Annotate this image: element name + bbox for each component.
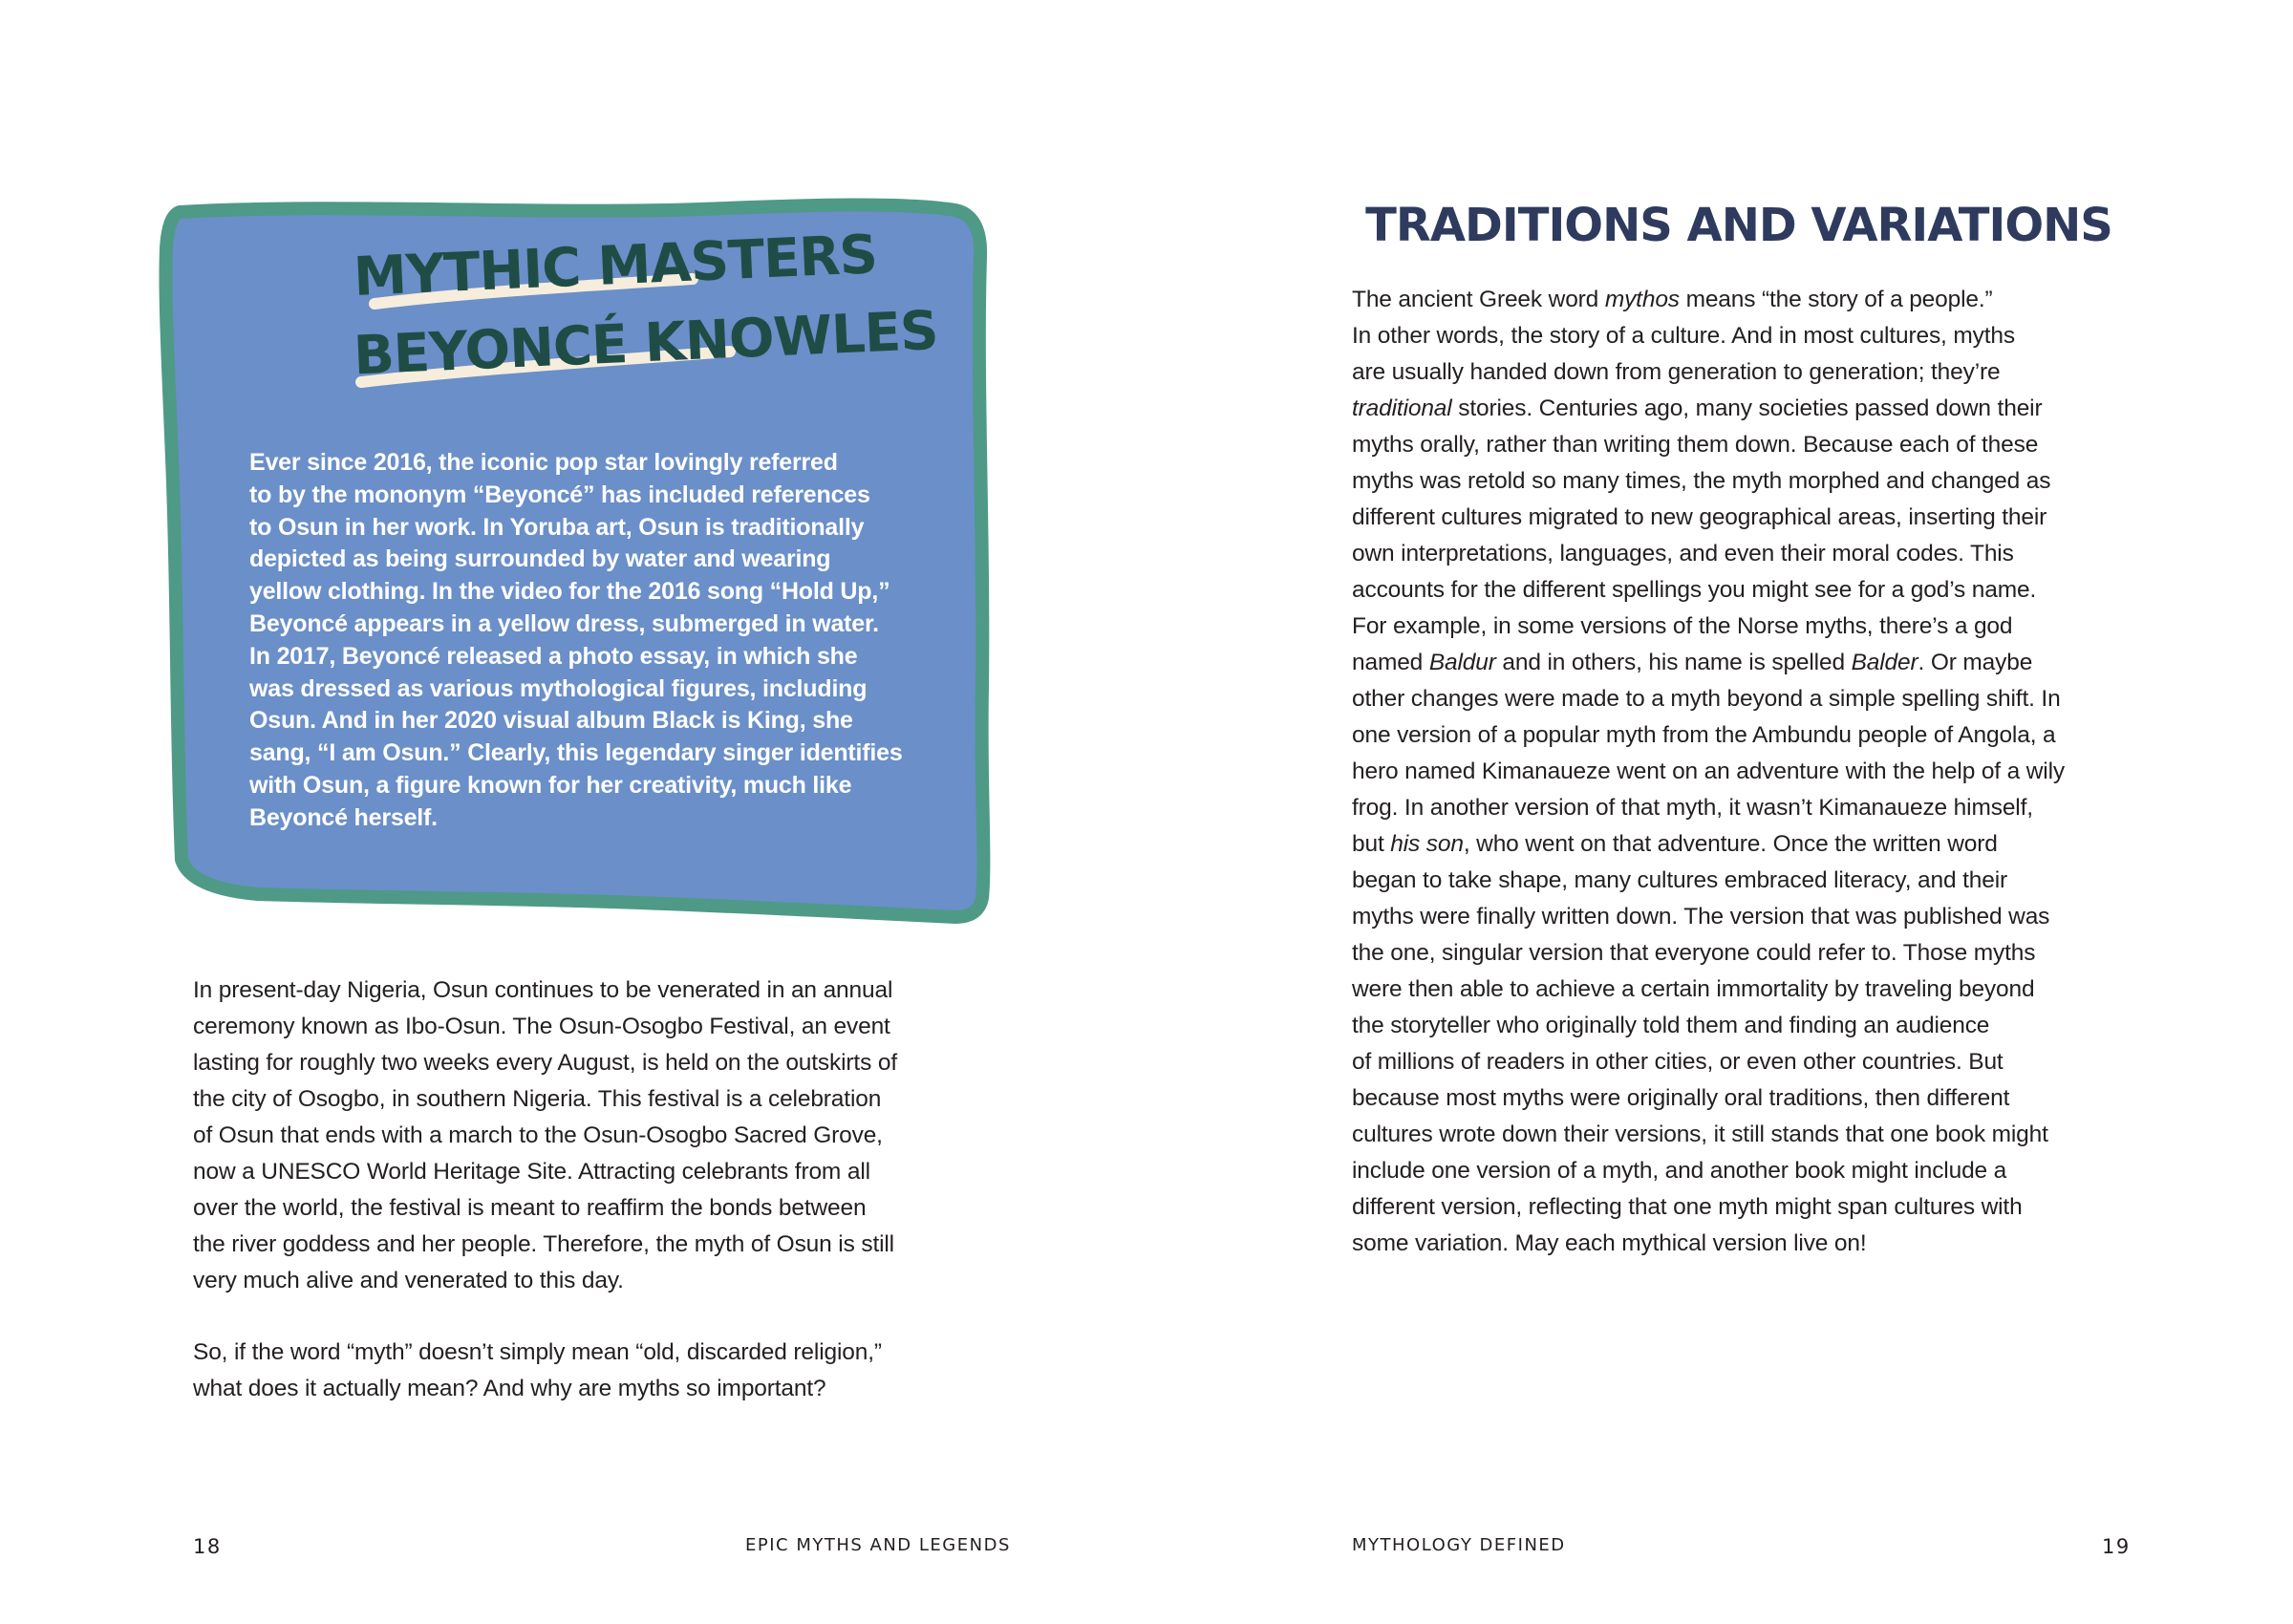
paragraph-line: now a UNESCO World Heritage Site. Attracting celebrants from all	[193, 1159, 870, 1185]
paragraph-line: the city of Osogbo, in southern Nigeria. This festival is a celebration	[193, 1086, 882, 1112]
sidebar-line: Osun. And in her 2020 visual album Black is King, she	[249, 707, 853, 735]
paragraph-line: because most myths were originally oral traditions, then different	[1352, 1085, 2010, 1111]
text-run: stories. Centuries ago, many societies passed down their	[1451, 395, 2043, 421]
paragraph-line	[1352, 391, 2135, 427]
sidebar-line: In 2017, Beyoncé released a photo essay, in which she	[249, 642, 858, 670]
paragraph-line: hero named Kimanaueze went on an adventure with the help of a wily	[1352, 759, 2065, 784]
paragraph-line	[1352, 826, 2135, 863]
paragraph-line: myths were finally written down. The version that was published was	[1352, 904, 2050, 930]
paragraph-line: were then able to achieve a certain immortality by traveling beyond	[1352, 976, 2035, 1002]
text-run: , who went on that adventure. Once the written word	[1463, 831, 1998, 857]
paragraph-line: lasting for roughly two weeks every August, is held on the outskirts of	[193, 1050, 897, 1076]
paragraph-line: of Osun that ends with a march to the Osun-Osogbo Sacred Grove,	[193, 1122, 883, 1148]
paragraph-line: one version of a popular myth from the Ambundu people of Angola, a	[1352, 722, 2056, 748]
paragraph-line	[1352, 645, 2135, 681]
paragraph-line: other changes were made to a myth beyond a simple spelling shift. In	[1352, 686, 2061, 712]
paragraph-line: frog. In another version of that myth, it wasn’t Kimanaueze himself,	[1352, 795, 2033, 821]
text-run: . Or maybe	[1918, 650, 2033, 675]
paragraph-line: In other words, the story of a culture. And in most cultures, myths	[1352, 323, 2015, 349]
sidebar-line: to Osun in her work. In Yoruba art, Osun is traditionally	[249, 513, 865, 541]
italic-term: Baldur	[1428, 650, 1496, 675]
sidebar-line: to by the mononym “Beyoncé” has included references	[249, 481, 870, 508]
sidebar-body-text	[249, 447, 918, 835]
sidebar-title-line1: MYTHIC MASTERS	[352, 224, 879, 310]
sidebar-line: yellow clothing. In the video for the 2016 song “Hold Up,”	[249, 578, 890, 606]
running-head-left: EPIC MYTHS AND LEGENDS	[745, 1535, 1011, 1555]
traditions-paragraph	[1352, 282, 2135, 1262]
paragraph-line: For example, in some versions of the Norse myths, there’s a god	[1352, 613, 2013, 639]
paragraph-line: In present-day Nigeria, Osun continues to be venerated in an annual	[193, 977, 893, 1003]
sidebar-line: Ever since 2016, the iconic pop star lovingly referred	[249, 449, 838, 476]
paragraph-line: So, if the word “myth” doesn’t simply mean “old, discarded religion,”	[193, 1339, 882, 1365]
italic-term: Balder	[1851, 650, 1918, 675]
text-run: means “the story of a people.”	[1679, 287, 1993, 312]
paragraph-line: cultures wrote down their versions, it still stands that one book might	[1352, 1122, 2048, 1147]
paragraph-line: of millions of readers in other cities, or even other countries. But	[1352, 1049, 2004, 1075]
italic-term: mythos	[1604, 287, 1680, 312]
paragraph-line: the one, singular version that everyone could refer to. Those myths	[1352, 940, 2036, 966]
text-run: named	[1352, 650, 1429, 675]
paragraph-line: own interpretations, languages, and even their moral codes. This	[1352, 541, 2014, 566]
paragraph-line: the storyteller who originally told them and finding an audience	[1352, 1013, 1990, 1038]
text-run: but	[1352, 831, 1391, 857]
italic-term: traditional	[1352, 395, 1452, 421]
paragraph-line: the river goddess and her people. Therefore, the myth of Osun is still	[193, 1231, 894, 1257]
running-head-right: MYTHOLOGY DEFINED	[1352, 1535, 1566, 1555]
left-page	[0, 0, 1146, 1624]
paragraph-line: different cultures migrated to new geographical areas, inserting their	[1352, 504, 2047, 530]
text-run: The ancient Greek word	[1352, 287, 1605, 312]
sidebar-line: was dressed as various mythological figures, including	[249, 674, 868, 702]
paragraph-line: different version, reflecting that one myth might span cultures with	[1352, 1194, 2023, 1220]
paragraph-line: include one version of a myth, and another book might include a	[1352, 1158, 2007, 1184]
italic-term: his son	[1390, 831, 1464, 857]
sidebar-line: Beyoncé appears in a yellow dress, submerged in water.	[249, 609, 879, 637]
paragraph-line: myths was retold so many times, the myth morphed and changed as	[1352, 468, 2051, 494]
sidebar-line: Beyoncé herself.	[249, 803, 438, 831]
paragraph-line: are usually handed down from generation to generation; they’re	[1352, 359, 2001, 385]
sidebar-title-line2: BEYONCÉ KNOWLES	[352, 299, 939, 388]
paragraph-line: began to take shape, many cultures embraced literacy, and their	[1352, 867, 2008, 893]
sidebar-line: depicted as being surrounded by water and wearing	[249, 545, 831, 573]
section-heading: TRADITIONS AND VARIATIONS	[1365, 199, 2112, 252]
paragraph-line: very much alive and venerated to this day.	[193, 1268, 624, 1293]
paragraph-line: myths orally, rather than writing them down. Because each of these	[1352, 432, 2039, 458]
paragraph-line: ceremony known as Ibo-Osun. The Osun-Osogbo Festival, an event	[193, 1014, 890, 1039]
paragraph-line: over the world, the festival is meant to reaffirm the bonds between	[193, 1195, 867, 1221]
osun-festival-paragraph	[193, 972, 976, 1299]
sidebar-line: with Osun, a figure known for her creativity, much like	[249, 771, 852, 799]
paragraph-line: some variation. May each mythical version live on!	[1352, 1230, 1867, 1256]
paragraph-line	[1352, 282, 2135, 318]
text-run: and in others, his name is spelled	[1495, 650, 1852, 675]
paragraph-line: accounts for the different spellings you might see for a god’s name.	[1352, 577, 2037, 603]
paragraph-line: what does it actually mean? And why are myths so important?	[193, 1376, 826, 1401]
page-number-left: 18	[193, 1535, 222, 1558]
sidebar-line: sang, “I am Osun.” Clearly, this legendary singer identifies	[249, 739, 903, 767]
page-number-right: 19	[2102, 1535, 2131, 1558]
myth-question-paragraph	[193, 1335, 976, 1407]
